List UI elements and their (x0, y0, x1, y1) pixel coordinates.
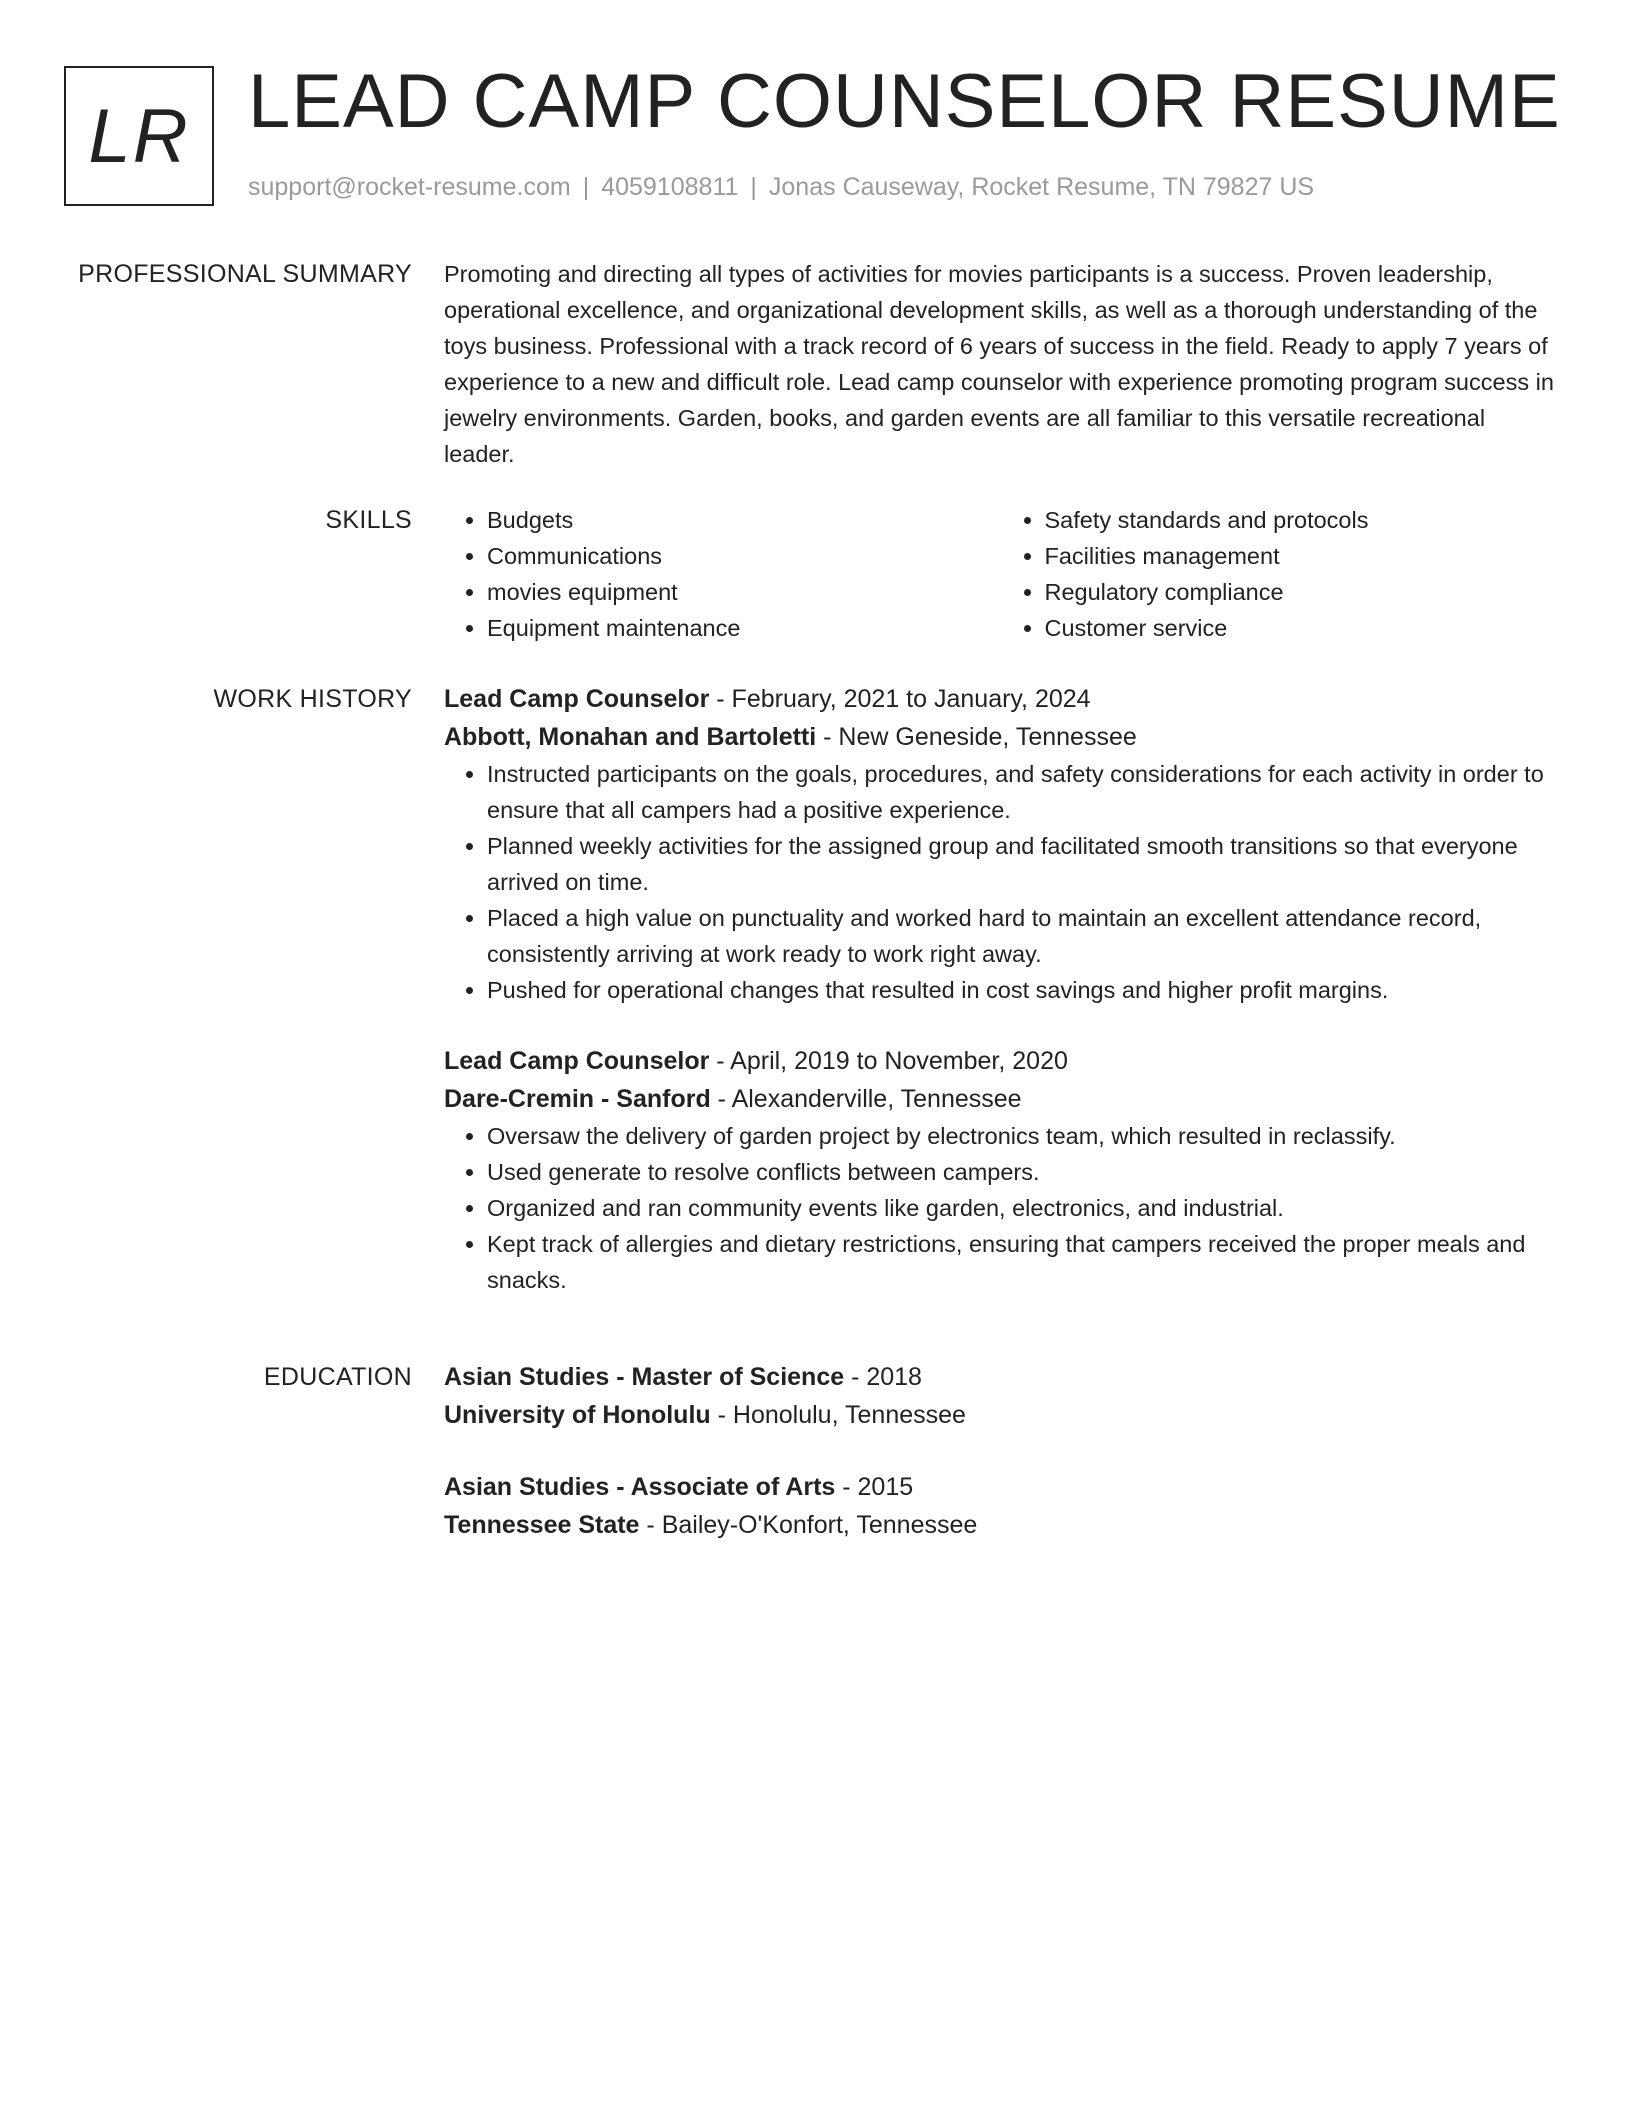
job-duty: • Placed a high value on punctuality and worked hard to maintain an excellent attendance record, consistently arriving at work ready to work right away. (487, 900, 1559, 972)
job-duty: • Pushed for operational changes that resulted in cost savings and higher profit margins. (487, 972, 1559, 1008)
contact-phone[interactable]: 4059108811 (601, 173, 739, 201)
skills-body (444, 502, 1559, 646)
education-year: 2018 (866, 1363, 922, 1391)
education-school: Tennessee State (444, 1511, 640, 1539)
education-school-line (444, 1506, 1559, 1544)
skill-item: • Budgets (487, 502, 1002, 538)
dash: - (709, 1047, 731, 1075)
job-duty: • Kept track of allergies and dietary restrictions, ensuring that campers received the proper meals and snacks. (487, 1226, 1559, 1298)
skill-item: • Equipment maintenance (487, 610, 1002, 646)
dash: - (844, 1363, 867, 1391)
job-entry (444, 1042, 1559, 1298)
dash: - (709, 685, 732, 713)
skill-item: • Regulatory compliance (1045, 574, 1560, 610)
education-body (444, 1358, 1559, 1578)
education-degree-line (444, 1468, 1559, 1506)
contact-line (248, 172, 1314, 202)
job-company: Dare-Cremin - Sanford (444, 1085, 711, 1113)
education-location: Bailey-O'Konfort, Tennessee (661, 1511, 978, 1539)
job-entry (444, 680, 1559, 1008)
skill-item: • Customer service (1045, 610, 1560, 646)
skills-list-right (1002, 502, 1560, 646)
job-company-line (444, 1080, 1559, 1118)
contact-separator: | (582, 173, 590, 201)
job-dates: April, 2019 to November, 2020 (730, 1047, 1068, 1075)
education-degree: Asian Studies - Master of Science (444, 1363, 845, 1391)
dash: - (710, 1085, 732, 1113)
work-history-body (444, 680, 1559, 1332)
monogram-initials: LR (88, 93, 190, 179)
dash: - (639, 1511, 662, 1539)
contact-separator: | (750, 173, 757, 201)
skills-list-left (444, 502, 1002, 646)
education-school-line (444, 1396, 1559, 1434)
contact-email[interactable]: support@rocket-resume.com (248, 173, 571, 201)
job-title-line (444, 680, 1559, 718)
education-entry (444, 1358, 1559, 1434)
section-label-work-history: WORK HISTORY (213, 685, 412, 713)
job-duty: • Used generate to resolve conflicts between campers. (487, 1154, 1559, 1190)
job-duty: • Organized and ran community events like garden, electronics, and industrial. (487, 1190, 1559, 1226)
education-degree: Asian Studies - Associate of Arts (444, 1473, 836, 1501)
job-duties-list (444, 1118, 1559, 1298)
skill-item: • movies equipment (487, 574, 1002, 610)
job-location: Alexanderville, Tennessee (731, 1085, 1022, 1113)
section-label-summary: PROFESSIONAL SUMMARY (78, 260, 412, 288)
job-dates: February, 2021 to January, 2024 (731, 685, 1091, 713)
skills-grid (444, 502, 1559, 646)
dash: - (710, 1401, 733, 1429)
dash: - (835, 1473, 858, 1501)
job-company: Abbott, Monahan and Bartoletti (444, 723, 817, 751)
education-degree-line (444, 1358, 1559, 1396)
job-duties-list (444, 756, 1559, 1008)
education-year: 2015 (857, 1473, 914, 1501)
job-title-line (444, 1042, 1559, 1080)
education-school: University of Honolulu (444, 1401, 711, 1429)
section-label-education: EDUCATION (263, 1363, 412, 1391)
resume-title: LEAD CAMP COUNSELOR RESUME (248, 59, 1561, 144)
skill-item: • Communications (487, 538, 1002, 574)
education-entry (444, 1468, 1559, 1544)
contact-address: Jonas Causeway, Rocket Resume, TN 79827 US (768, 173, 1315, 201)
job-title: Lead Camp Counselor (444, 685, 710, 713)
education-location: Honolulu, Tennessee (732, 1401, 966, 1429)
summary-text: Promoting and directing all types of activities for movies participants is a success. Proven leadership, operational excellence, and organizational development skills, as well as a thorough understanding of the toys business. Professional with a track record of 6 years of success in the field. Ready to apply 7 years of experience to a new and difficult role. Lead camp counselor with experience promoting program success in jewelry environments. Garden, books, and garden events are all familiar to this versatile recreational leader. (444, 261, 1554, 467)
skill-item: • Facilities management (1045, 538, 1560, 574)
dash: - (816, 723, 839, 751)
job-location: New Geneside, Tennessee (838, 723, 1137, 751)
job-duty: • Planned weekly activities for the assigned group and facilitated smooth transitions so that everyone arrived on time. (487, 828, 1559, 900)
monogram-logo (64, 66, 214, 206)
skill-item: • Safety standards and protocols (1045, 502, 1560, 538)
job-company-line (444, 718, 1559, 756)
job-duty: • Oversaw the delivery of garden project by electronics team, which resulted in reclassify. (487, 1118, 1559, 1154)
section-label-skills: SKILLS (325, 506, 412, 534)
job-duty: • Instructed participants on the goals, procedures, and safety considerations for each activity in order to ensure that all campers had a positive experience. (487, 756, 1559, 828)
job-title: Lead Camp Counselor (444, 1047, 710, 1075)
